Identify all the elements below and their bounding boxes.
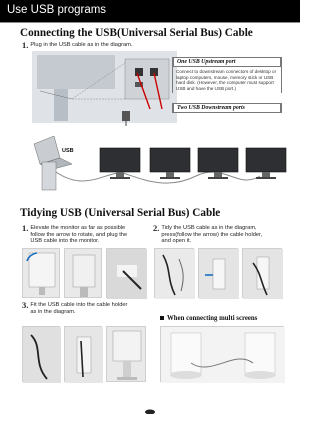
section-heading-connecting-usb: Connecting the USB(Universal Serial Bus) Cable <box>20 27 253 39</box>
multi-monitor-connection-illustration <box>28 128 290 198</box>
photo-monitor-finished <box>106 326 146 382</box>
step-text: Fit the USB cable into the cable holder as in the diagram. <box>30 302 128 315</box>
callout-downstream-ports <box>172 103 282 113</box>
step-text: Plug in the USB cable as in the diagram. <box>30 42 133 48</box>
photo-monitor-rear <box>64 248 102 298</box>
photo-fit-cable-2 <box>64 326 102 382</box>
callout-upstream-description: Connect to downstream connectors of desktop or laptop computers, mouse, memory stick or USB hard disk. (However, the computer must support USB and have the USB port.) <box>176 69 277 91</box>
photo-monitor-rotate <box>22 248 60 298</box>
page-header-title: Use USB programs <box>7 4 107 16</box>
callout-upstream-title: One USB Upstream port <box>173 57 281 67</box>
section-heading-tidying-usb: Tidying USB (Universal Serial Bus) Cable <box>20 207 221 219</box>
photo-open-holder <box>242 248 282 298</box>
page-indicator-icon <box>144 408 156 414</box>
multi-screens-heading <box>160 315 257 322</box>
step-number: 3. <box>22 300 29 310</box>
tidy-step-3-instruction <box>22 302 140 315</box>
step-text: Tidy the USB cable as in the diagram, press(follow the arrow) the cable holder, and open it. <box>161 225 263 245</box>
photo-plug-usb-cable <box>106 248 146 298</box>
callout-downstream-title: Two USB Downstream ports <box>173 103 281 113</box>
photo-fit-cable-1 <box>22 326 60 382</box>
callout-upstream-port <box>172 57 282 93</box>
header-divider <box>0 22 300 23</box>
step-text: Elevate the monitor as far as possible follow the arrow to rotate, and plug the USB cable into the monitor. <box>30 225 128 245</box>
step-1-instruction <box>22 42 133 51</box>
photo-press-holder <box>198 248 238 298</box>
bullet-square-icon <box>160 316 164 320</box>
step-number: 2. <box>153 223 160 233</box>
usb-label: USB <box>62 148 74 154</box>
monitor-back-usb-ports-illustration <box>32 51 177 126</box>
tidy-step-1-instruction <box>22 225 140 245</box>
step-number: 1. <box>22 40 29 50</box>
photo-tidy-cable <box>154 248 194 298</box>
tidy-step-2-instruction <box>153 225 271 245</box>
header-bar <box>0 0 300 22</box>
photo-multi-screen-cables <box>160 326 284 382</box>
step-number: 1. <box>22 223 29 233</box>
multi-screens-label: When connecting multi screens <box>167 315 258 322</box>
